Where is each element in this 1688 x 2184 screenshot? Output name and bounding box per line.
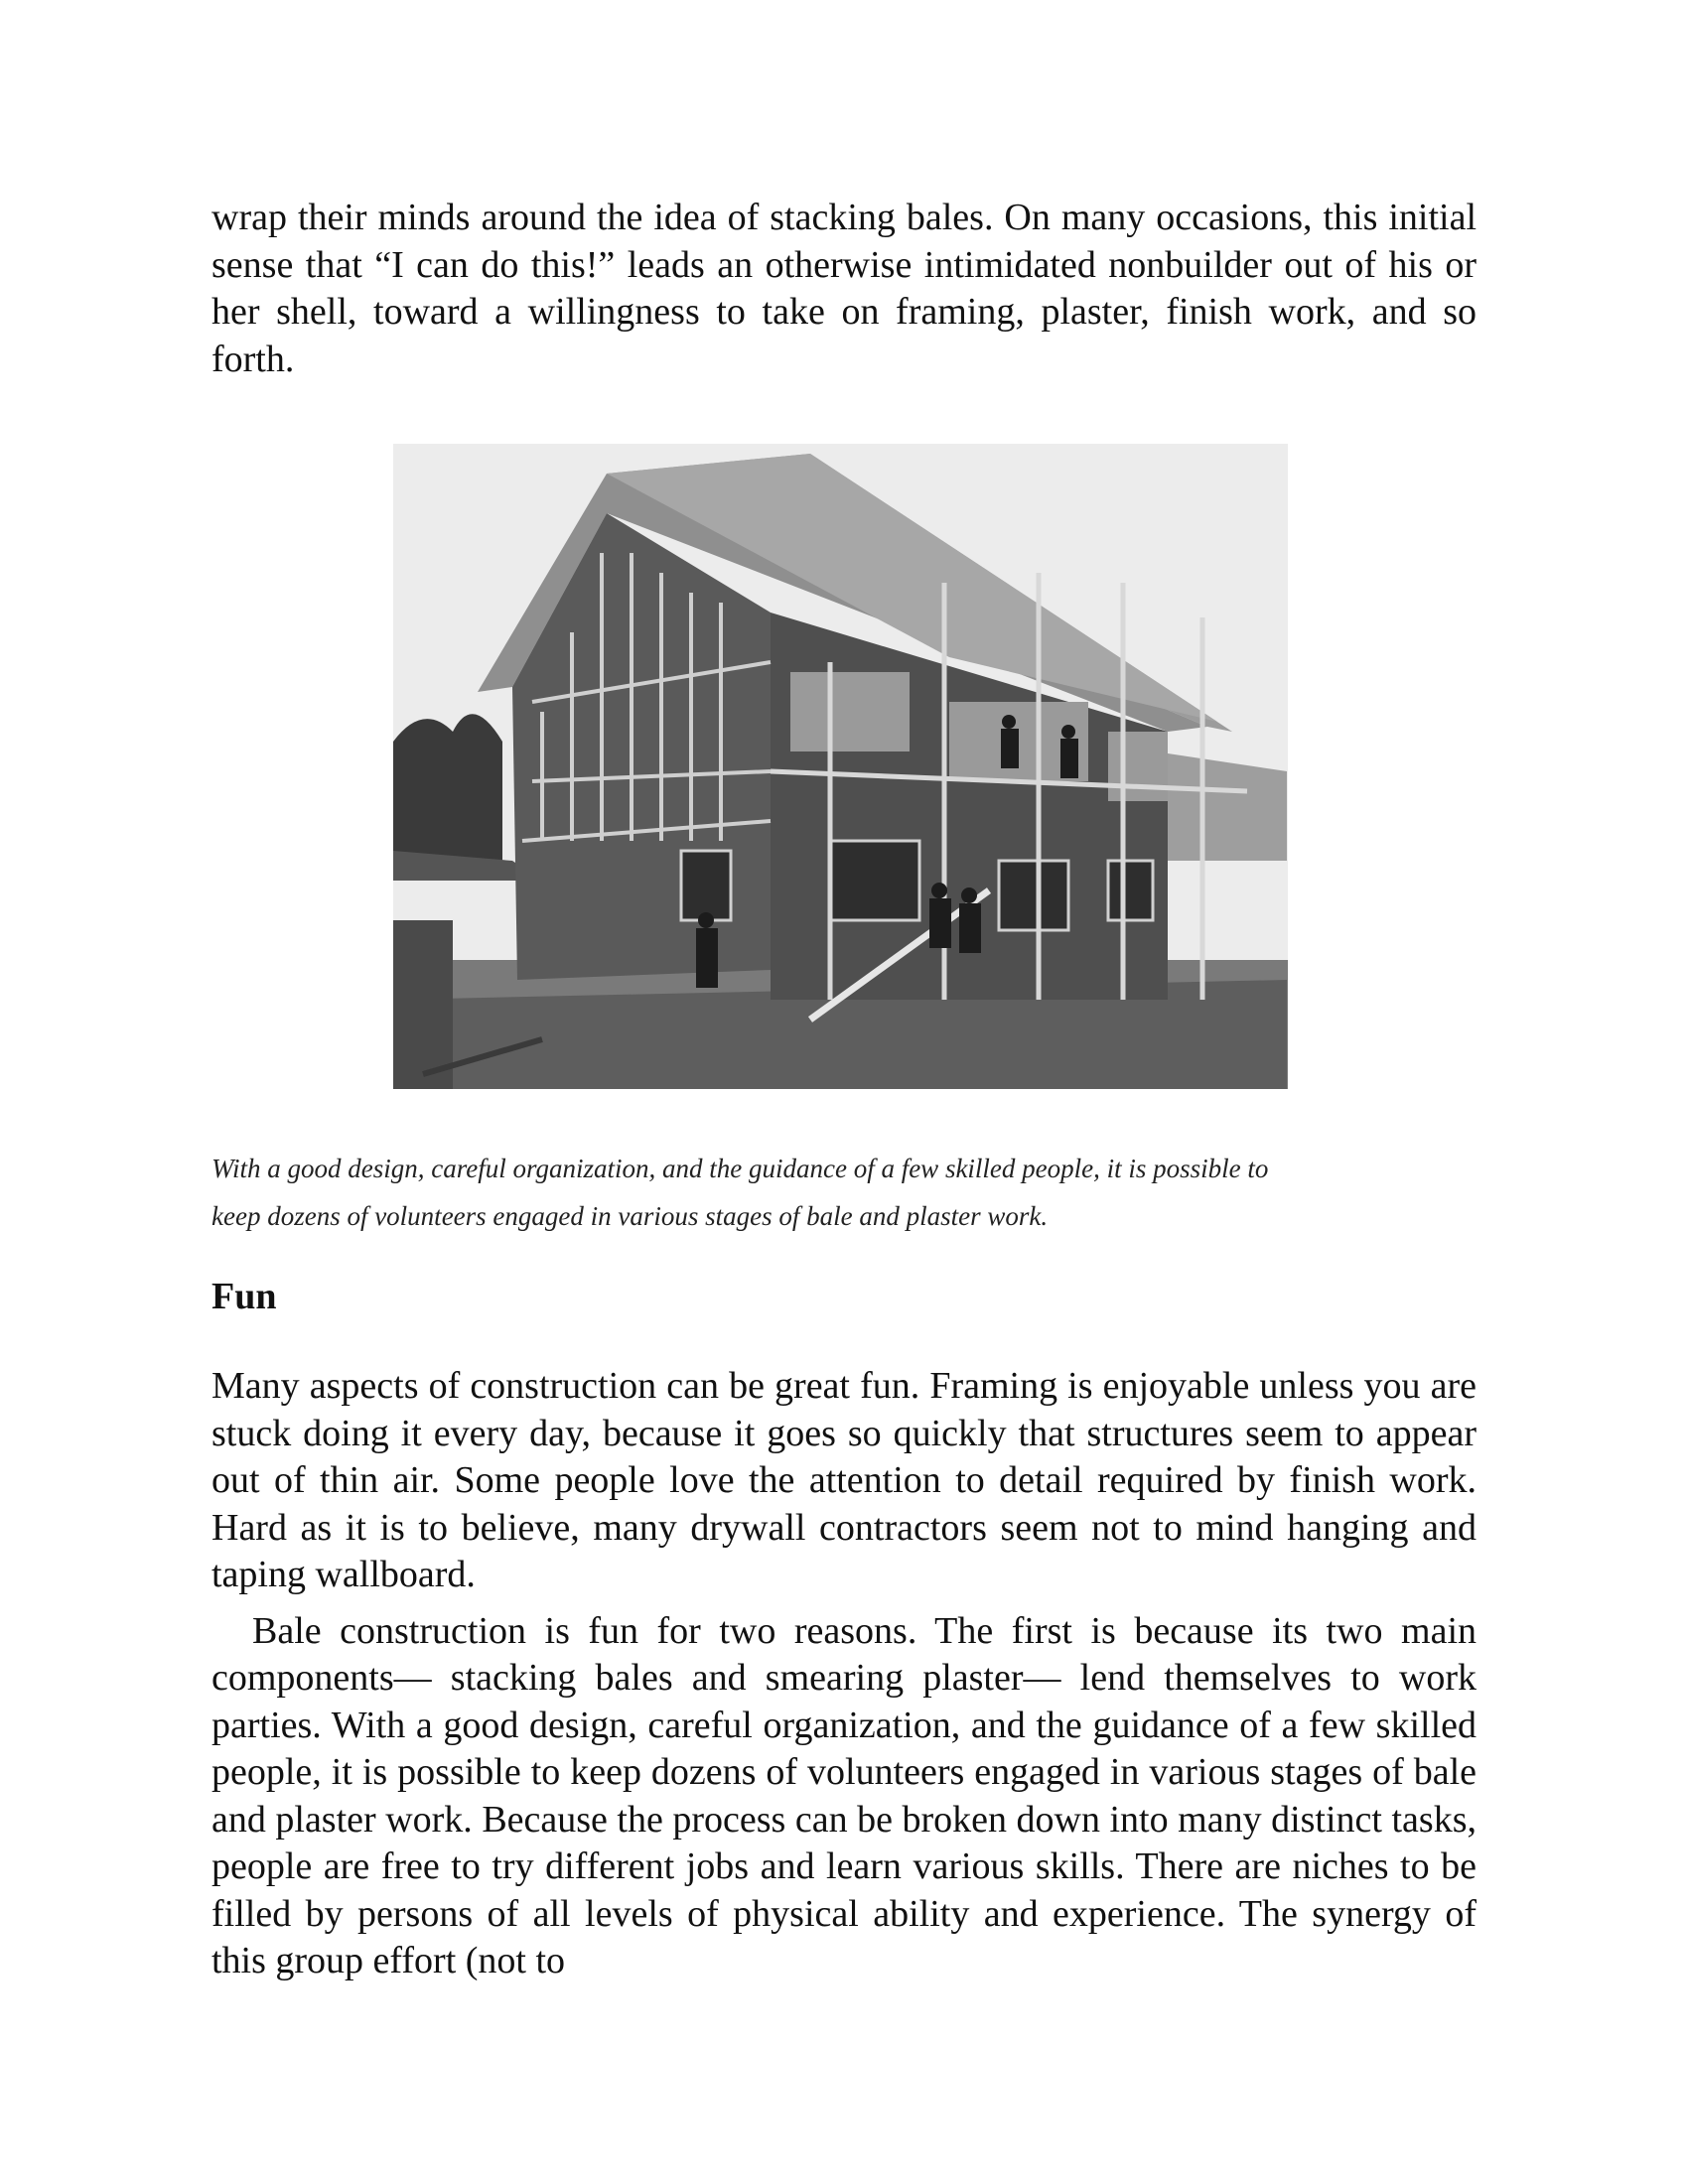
section-paragraph-1: Many aspects of construction can be great fun. Framing is enjoyable unless you are stuck doing it every day, because it goes so quickly that structures seem to appear out of thin air. Some people love the attention to detail required by finish work. Hard as it is to believe, many drywall contractors seem not to mind hanging and taping wallboard.	[211, 1365, 1477, 1595]
section-heading: Fun	[211, 1276, 277, 1317]
caption-line-1: With a good design, careful organization, and the guidance of a few skilled people, it is possible to	[211, 1154, 1269, 1183]
top-paragraph: wrap their minds around the idea of stacking bales. On many occasions, this initial sense that “I can do this!” leads an otherwise intimidated nonbuilder out of his or her shell, toward a willingness to take on framing, plaster, finish work, and so forth.	[211, 197, 1477, 380]
section-paragraph-2: Bale construction is fun for two reasons. The first is because its two main components— stacking bales and smearing plaster— lend themselves to work parties. With a good design, careful organization, and the guidance of a few skilled people, it is possible to keep dozens of volunteers engaged in various stages of bale and plaster work. Because the process can be broken down into many distinct tasks, people are free to try different jobs and learn various skills. There are niches to be filled by persons of all levels of physical ability and experience. The synergy of this group effort (not to	[211, 1609, 1477, 1981]
page-content	[211, 195, 1477, 1985]
figure-caption	[211, 1145, 1477, 1240]
house-construction-illustration	[393, 444, 1288, 1089]
construction-photo	[393, 444, 1288, 1089]
caption-line-2: keep dozens of volunteers engaged in various stages of bale and plaster work.	[211, 1201, 1049, 1231]
